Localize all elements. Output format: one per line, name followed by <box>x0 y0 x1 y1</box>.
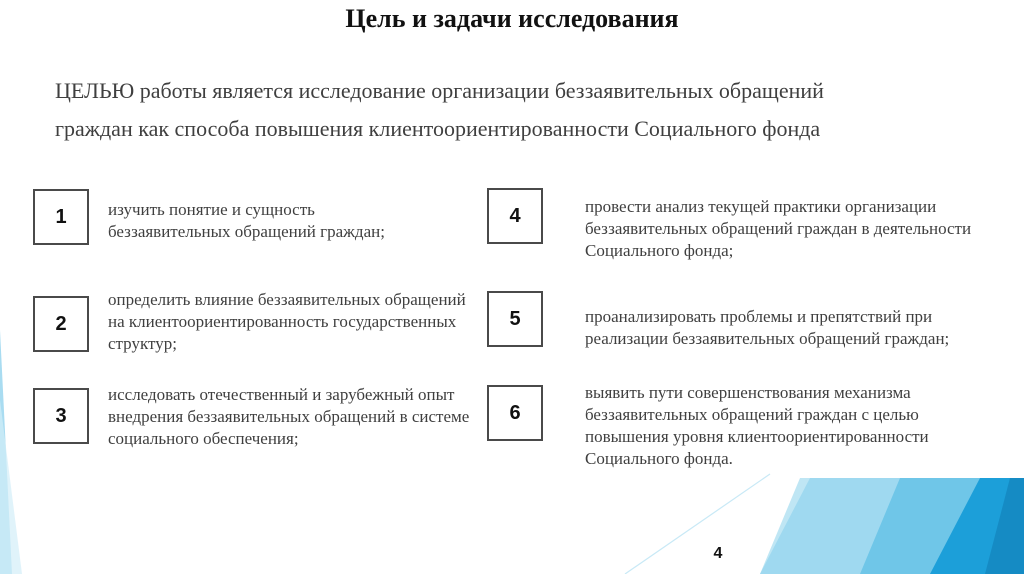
diagonal-thin-line <box>625 474 770 574</box>
task-number-box-4: 4 <box>487 188 543 244</box>
task-text-6: выявить пути совершенствования механизма беззаявительных обращений граждан с целью повышения уровня клиентоориентированности Социального фонда. <box>585 383 929 468</box>
task-number-box-3: 3 <box>33 388 89 444</box>
task-number-box-6: 6 <box>487 385 543 441</box>
task-text-1: изучить понятие и сущность беззаявительных обращений граждан; <box>108 200 385 241</box>
goal-line-1: ЦЕЛЬЮ работы является исследование организации беззаявительных обращений <box>55 78 824 103</box>
task-text-3: исследовать отечественный и зарубежный опыт внедрения беззаявительных обращений в системе социального обеспечения; <box>108 385 470 448</box>
goal-statement <box>55 72 955 148</box>
page-number: 4 <box>713 545 723 562</box>
left-edge-stripe-light <box>0 400 22 574</box>
goal-line-2: граждан как способа повышения клиентоориентированности Социального фонда <box>55 116 821 141</box>
task-number-box-1: 1 <box>33 189 89 245</box>
task-text-5: проанализировать проблемы и препятствий при реализации беззаявительных обращений граждан; <box>585 307 950 348</box>
task-text-2: определить влияние беззаявительных обращений на клиентоориентированность государственных структур; <box>108 290 466 353</box>
page-title: Цель и задачи исследования <box>345 4 679 33</box>
task-number-box-2: 2 <box>33 296 89 352</box>
task-text-4: провести анализ текущей практики организации беззаявительных обращений граждан в деятельности Социального фонда; <box>585 197 972 260</box>
task-number-box-5: 5 <box>487 291 543 347</box>
